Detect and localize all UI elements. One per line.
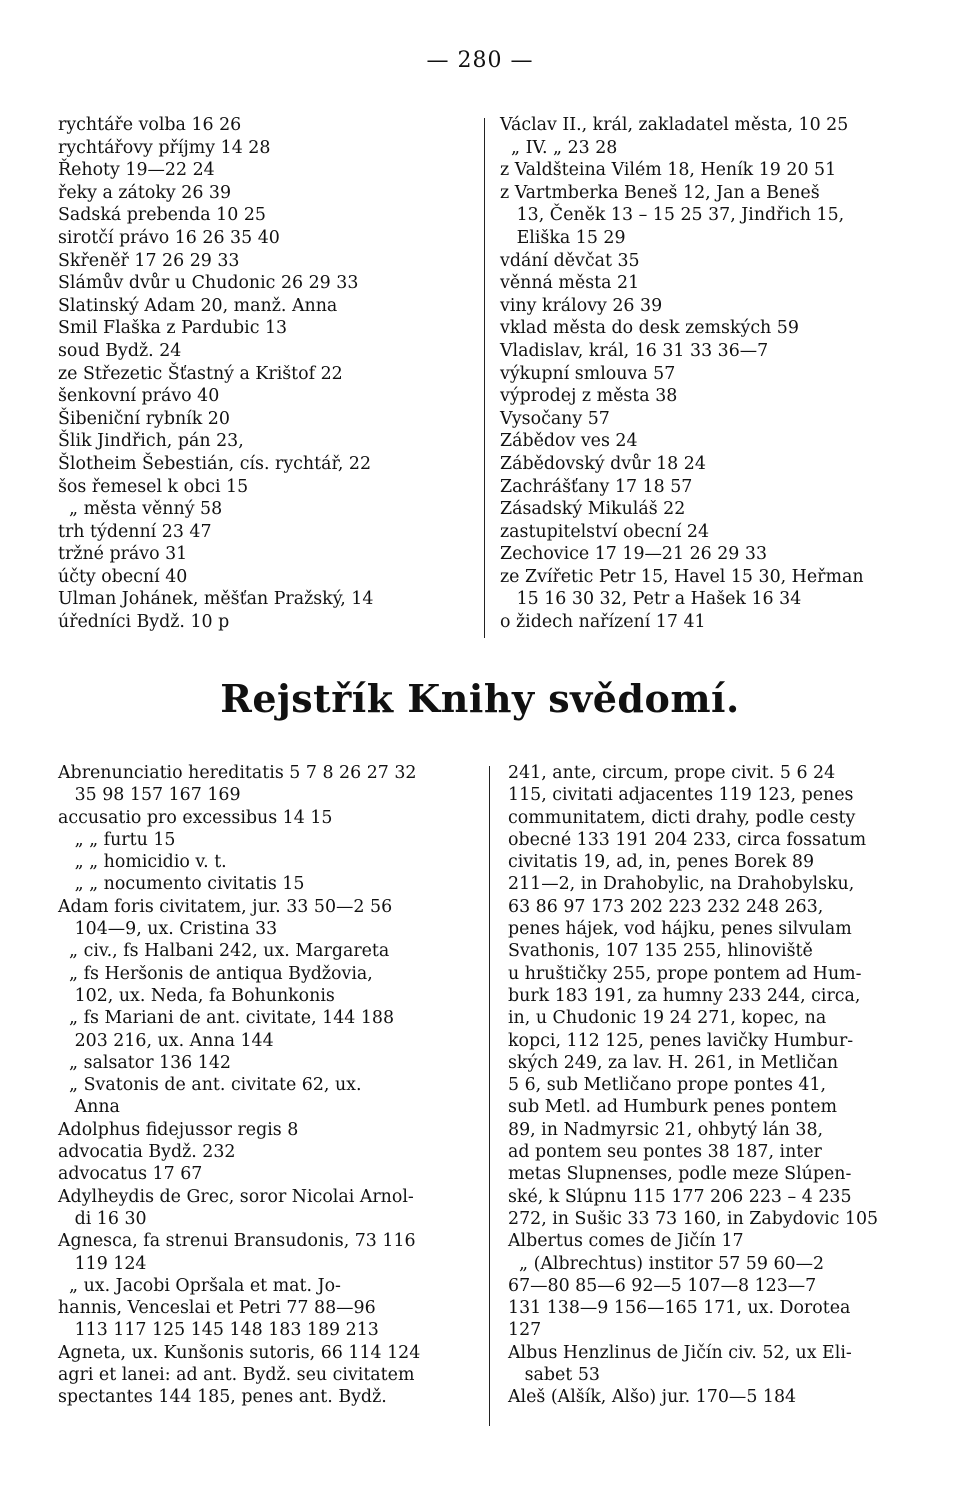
index-entry-line: „ Svatonis de ant. civitate 62, ux. (58, 1075, 362, 1096)
index-entry-line: Aleš (Alšík, Alšo) jur. 170—5 184 (508, 1387, 797, 1408)
index-entry-line: Zechovice 17 19—21 26 29 33 (500, 544, 768, 565)
index-entry-line: Šlik Jindřich, pán 23, (58, 431, 244, 452)
index-entry-line: metas Slupnenses, podle meze Slúpen- (508, 1164, 852, 1185)
index-entry-line: Zábědov ves 24 (500, 431, 638, 452)
index-entry-line: Anna (58, 1097, 120, 1118)
index-entry-line: „ „ furtu 15 (58, 829, 176, 850)
index-entry-line: obecné 133 191 204 233, circa fossatum (508, 829, 867, 850)
index-entry-line: „ fs Mariani de ant. civitate, 144 188 (58, 1008, 395, 1029)
index-entry-line: Ulman Johánek, měšťan Pražský, 14 (58, 589, 374, 610)
index-entry-line: hannis, Venceslai et Petri 77 88—96 (58, 1298, 376, 1319)
index-entry-line: penes hájek, vod hájku, penes silvulam (508, 919, 852, 940)
index-entry-line: Řehoty 19—22 24 (58, 160, 215, 181)
index-entry-line: di 16 30 (58, 1208, 147, 1229)
index-entry-line: agri et lanei: ad ant. Bydž. seu civitatem (58, 1365, 415, 1386)
index-entry-line: „ „ homicidio v. t. (58, 852, 227, 873)
index-entry-line: Agneta, ux. Kunšonis sutoris, 66 114 124 (58, 1342, 421, 1363)
index-entry-line: Adylheydis de Grec, soror Nicolai Arnol- (58, 1186, 414, 1207)
index-entry-line: „ ux. Jacobi Opršala et mat. Jo- (58, 1275, 341, 1296)
index-entry-line: rychtářovy příjmy 14 28 (58, 137, 271, 158)
index-entry-line: „ (Albrechtus) institor 57 59 60—2 (508, 1253, 825, 1274)
index-entry-line: Albus Henzlinus de Jičín civ. 52, ux Eli- (508, 1342, 852, 1363)
index-entry-line: 102, ux. Neda, fa Bohunkonis (58, 985, 335, 1006)
index-entry-line: 241, ante, circum, prope civit. 5 6 24 (508, 763, 836, 783)
index-entry-line: 5 6, sub Metličano prope pontes 41, (508, 1075, 827, 1096)
index-entry-line: Svathonis, 107 135 255, hlinoviště (508, 941, 813, 962)
index-entry-line: tržné právo 31 (58, 544, 188, 565)
index-entry-line: šos řemesel k obci 15 (58, 476, 249, 497)
index-entry-line: in, u Chudonic 19 24 271, kopec, na (508, 1008, 827, 1029)
index-entry-line: 67—80 85—6 92—5 107—8 123—7 (508, 1275, 817, 1296)
index-entry-line: Agnesca, fa strenui Bransudonis, 73 116 (58, 1231, 416, 1252)
index-entry-line: 13, Čeněk 13 – 15 25 37, Jindřich 15, (500, 205, 845, 226)
index-entry-line: viny královy 26 39 (500, 295, 663, 316)
index-entry-line: „ civ., fs Halbani 242, ux. Margareta (58, 941, 390, 962)
lower-right-index-column (508, 762, 878, 1409)
index-entry-line: Slámův dvůr u Chudonic 26 29 33 (58, 273, 359, 294)
index-entry-line: 203 216, ux. Anna 144 (58, 1030, 274, 1051)
index-entry-line: accusatio pro excessibus 14 15 (58, 807, 333, 828)
index-entry-line: 131 138—9 156—165 171, ux. Dorotea (508, 1298, 851, 1319)
section-title: Rejstřík Knihy svědomí. (220, 676, 740, 721)
index-entry-line: „ salsator 136 142 (58, 1052, 231, 1073)
index-entry-line: řeky a zátoky 26 39 (58, 182, 232, 203)
index-entry-line: „ města věnný 58 (58, 499, 223, 520)
index-entry-line: soud Bydž. 24 (58, 340, 182, 361)
index-entry-line: 211—2, in Drahobylic, na Drahobylsku, (508, 874, 855, 895)
lower-left-index-column (58, 762, 420, 1409)
index-entry-line: trh týdenní 23 47 (58, 521, 212, 542)
index-entry-line: z Valdšteina Vilém 18, Heník 19 20 51 (500, 160, 837, 181)
page-number: — 280 — (426, 48, 534, 73)
index-entry-line: spectantes 144 185, penes ant. Bydž. (58, 1387, 387, 1408)
index-entry-line: Eliška 15 29 (500, 227, 626, 248)
index-entry-line: civitatis 19, ad, in, penes Borek 89 (508, 852, 815, 873)
index-entry-line: z Vartmberka Beneš 12, Jan a Beneš (500, 182, 820, 203)
index-entry-line: 89, in Nadmyrsic 21, ohbytý lán 38, (508, 1119, 824, 1140)
index-entry-line: 104—9, ux. Cristina 33 (58, 919, 278, 940)
index-entry-line: communitatem, dicti drahy, podle cesty (508, 807, 856, 828)
index-entry-line: Vladislav, král, 16 31 33 36—7 (500, 340, 769, 361)
index-entry-line: Abrenunciatio hereditatis 5 7 8 26 27 32 (58, 763, 417, 783)
index-entry-line: Šlotheim Šebestián, cís. rychtář, 22 (58, 453, 372, 474)
index-entry-line: Vysočany 57 (500, 408, 610, 429)
index-entry-line: burk 183 191, za humny 233 244, circa, (508, 985, 861, 1006)
index-entry-line: rychtáře volba 16 26 (58, 115, 242, 135)
index-entry-line: „ IV. „ 23 28 (500, 137, 618, 158)
upper-left-index-column (58, 114, 373, 634)
index-entry-line: Šibeniční rybník 20 (58, 408, 230, 429)
index-entry-line: sirotčí právo 16 26 35 40 (58, 227, 280, 248)
index-entry-line: šenkovní právo 40 (58, 386, 220, 407)
index-entry-line: ad pontem seu pontes 38 187, inter (508, 1142, 822, 1163)
index-entry-line: Adam foris civitatem, jur. 33 50—2 56 (58, 896, 393, 917)
index-entry-line: advocatus 17 67 (58, 1164, 203, 1185)
index-entry-line: „ fs Heršonis de antiqua Bydžovia, (58, 963, 373, 984)
index-entry-line: u hruštičky 255, prope pontem ad Hum- (508, 963, 862, 984)
index-entry-line: 272, in Sušic 33 73 160, in Zabydovic 105 (508, 1208, 879, 1229)
index-entry-line: kopci, 112 125, penes lavičky Humbur- (508, 1030, 854, 1051)
index-entry-line: Zásadský Mikuláš 22 (500, 499, 686, 520)
index-entry-line: sub Metl. ad Humburk penes pontem (508, 1097, 838, 1118)
index-entry-line: výprodej z města 38 (500, 386, 678, 407)
upper-right-index-column (500, 114, 864, 634)
column-divider-lower (489, 766, 490, 1426)
index-entry-line: úředníci Bydž. 10 p (58, 612, 230, 633)
index-entry-line: ské, k Slúpnu 115 177 206 223 – 4 235 (508, 1186, 852, 1207)
index-entry-line: 119 124 (58, 1253, 147, 1274)
index-entry-line: 63 86 97 173 202 223 232 248 263, (508, 896, 824, 917)
index-entry-line: Sadská prebenda 10 25 (58, 205, 266, 226)
index-entry-line: sabet 53 (508, 1365, 600, 1386)
column-divider-upper (484, 118, 485, 638)
index-entry-line: vdání děvčat 35 (500, 250, 640, 271)
index-entry-line: Slatinský Adam 20, manž. Anna (58, 295, 338, 316)
index-entry-line: Albertus comes de Jičín 17 (508, 1231, 744, 1252)
index-entry-line: Skřeněř 17 26 29 33 (58, 250, 240, 271)
index-entry-line: Václav II., král, zakladatel města, 10 25 (500, 115, 849, 135)
index-entry-line: 15 16 30 32, Petr a Hašek 16 34 (500, 589, 802, 610)
index-entry-line: 115, civitati adjacentes 119 123, penes (508, 785, 854, 806)
index-entry-line: Zábědovský dvůr 18 24 (500, 453, 706, 474)
index-entry-line: ze Střezetic Šťastný a Krištof 22 (58, 363, 343, 384)
index-entry-line: ze Zvířetic Petr 15, Havel 15 30, Heřman (500, 566, 864, 587)
index-entry-line: advocatia Bydž. 232 (58, 1142, 236, 1163)
index-entry-line: 35 98 157 167 169 (58, 785, 241, 806)
index-entry-line: věnná města 21 (500, 273, 640, 294)
index-entry-line: zastupitelství obecní 24 (500, 521, 710, 542)
index-entry-line: o židech nařízení 17 41 (500, 612, 706, 633)
index-entry-line: „ „ nocumento civitatis 15 (58, 874, 305, 895)
index-entry-line: Zachrášťany 17 18 57 (500, 476, 693, 497)
index-entry-line: výkupní smlouva 57 (500, 363, 676, 384)
index-entry-line: 127 (508, 1320, 542, 1341)
index-entry-line: vklad města do desk zemských 59 (500, 318, 799, 339)
index-entry-line: Smil Flaška z Pardubic 13 (58, 318, 288, 339)
index-entry-line: Adolphus fidejussor regis 8 (58, 1119, 299, 1140)
index-entry-line: ských 249, za lav. H. 261, in Metličan (508, 1052, 839, 1073)
index-entry-line: účty obecní 40 (58, 566, 188, 587)
index-entry-line: 113 117 125 145 148 183 189 213 (58, 1320, 379, 1341)
